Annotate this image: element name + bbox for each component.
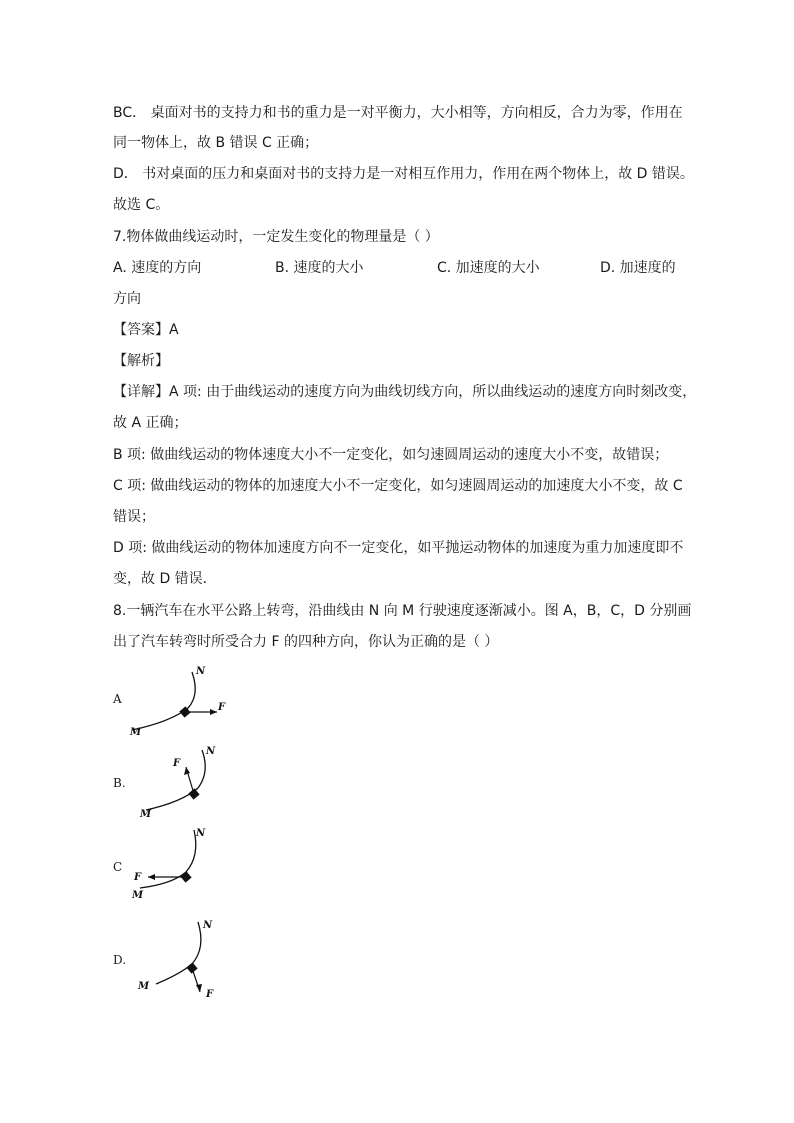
q7-option-d: D. 加速度的 [600, 260, 676, 276]
figure-b-diagram [110, 742, 250, 822]
label-n: N [206, 746, 216, 757]
label-f: F [134, 872, 142, 883]
q7-option-c: C. 加速度的大小 [437, 260, 540, 276]
detail-line-2: 故 A 正确； [113, 415, 188, 431]
label-m: M [138, 981, 150, 992]
question-8-line-1: 8.一辆汽车在水平公路上转弯，沿曲线由 N 向 M 行驶速度逐渐减小。图 A，B，C，D 分别画 [113, 603, 692, 619]
label-m: M [130, 727, 142, 738]
figure-d-label: D. [113, 953, 127, 967]
text-bc-line-2: 同一物体上，故 B 错误 C 正确； [113, 135, 319, 151]
figure-d-diagram [110, 914, 250, 1004]
label-f: F [218, 702, 226, 713]
analysis-label: 【解析】 [113, 353, 169, 369]
detail-line-1: 【详解】A 项: 由于曲线运动的速度方向为曲线切线方向，所以曲线运动的速度方向时刻改变， [113, 384, 697, 400]
label-m: M [132, 890, 144, 901]
figure-a-label: A [113, 692, 122, 706]
d-item-line-2: 变，故 D 错误． [113, 571, 217, 587]
label-n: N [196, 666, 206, 677]
curve-path [132, 672, 195, 730]
b-item-line: B 项: 做曲线运动的物体速度大小不一定变化，如匀速圆周运动的速度大小不变，故错误； [113, 447, 669, 463]
label-n: N [196, 828, 206, 839]
text-choose-c: 故选 C。 [113, 197, 170, 213]
d-item-line-1: D 项: 做曲线运动的物体加速度方向不一定变化，如平抛运动物体的加速度为重力加速度即不 [113, 540, 684, 556]
c-item-line-2: 错误； [113, 509, 155, 525]
question-7: 7.物体做曲线运动时，一定发生变化的物理量是（ ） [113, 229, 439, 245]
force-arrowhead [210, 709, 217, 715]
q7-option-b: B. 速度的大小 [275, 260, 364, 276]
label-f: F [173, 758, 181, 769]
c-item-line-1: C 项: 做曲线运动的物体的加速度大小不一定变化，如匀速圆周运动的加速度大小不变，故 C [113, 478, 683, 494]
force-arrowhead [184, 767, 190, 775]
figure-c-label: C [113, 860, 123, 874]
question-8-line-2: 出了汽车转弯时所受合力 F 的四种方向，你认为正确的是（ ） [113, 634, 499, 650]
label-f: F [206, 989, 214, 1000]
figure-b-label: B. [113, 776, 126, 790]
q7-option-d-continued: 方向 [113, 291, 141, 307]
text-d-line-1: D． 书对桌面的压力和桌面对书的支持力是一对相互作用力，作用在两个物体上，故 D 错误。 [113, 166, 694, 182]
answer-label: 【答案】A [113, 322, 179, 338]
figure-c-diagram [110, 826, 250, 906]
force-arrowhead [148, 874, 155, 880]
label-n: N [203, 920, 213, 931]
figure-a-diagram [110, 660, 250, 740]
text-bc-line-1: BC． 桌面对书的支持力和书的重力是一对平衡力，大小相等，方向相反，合力为零，作用在 [113, 105, 683, 121]
label-m: M [140, 809, 152, 820]
q7-option-a: A. 速度的方向 [113, 260, 202, 276]
